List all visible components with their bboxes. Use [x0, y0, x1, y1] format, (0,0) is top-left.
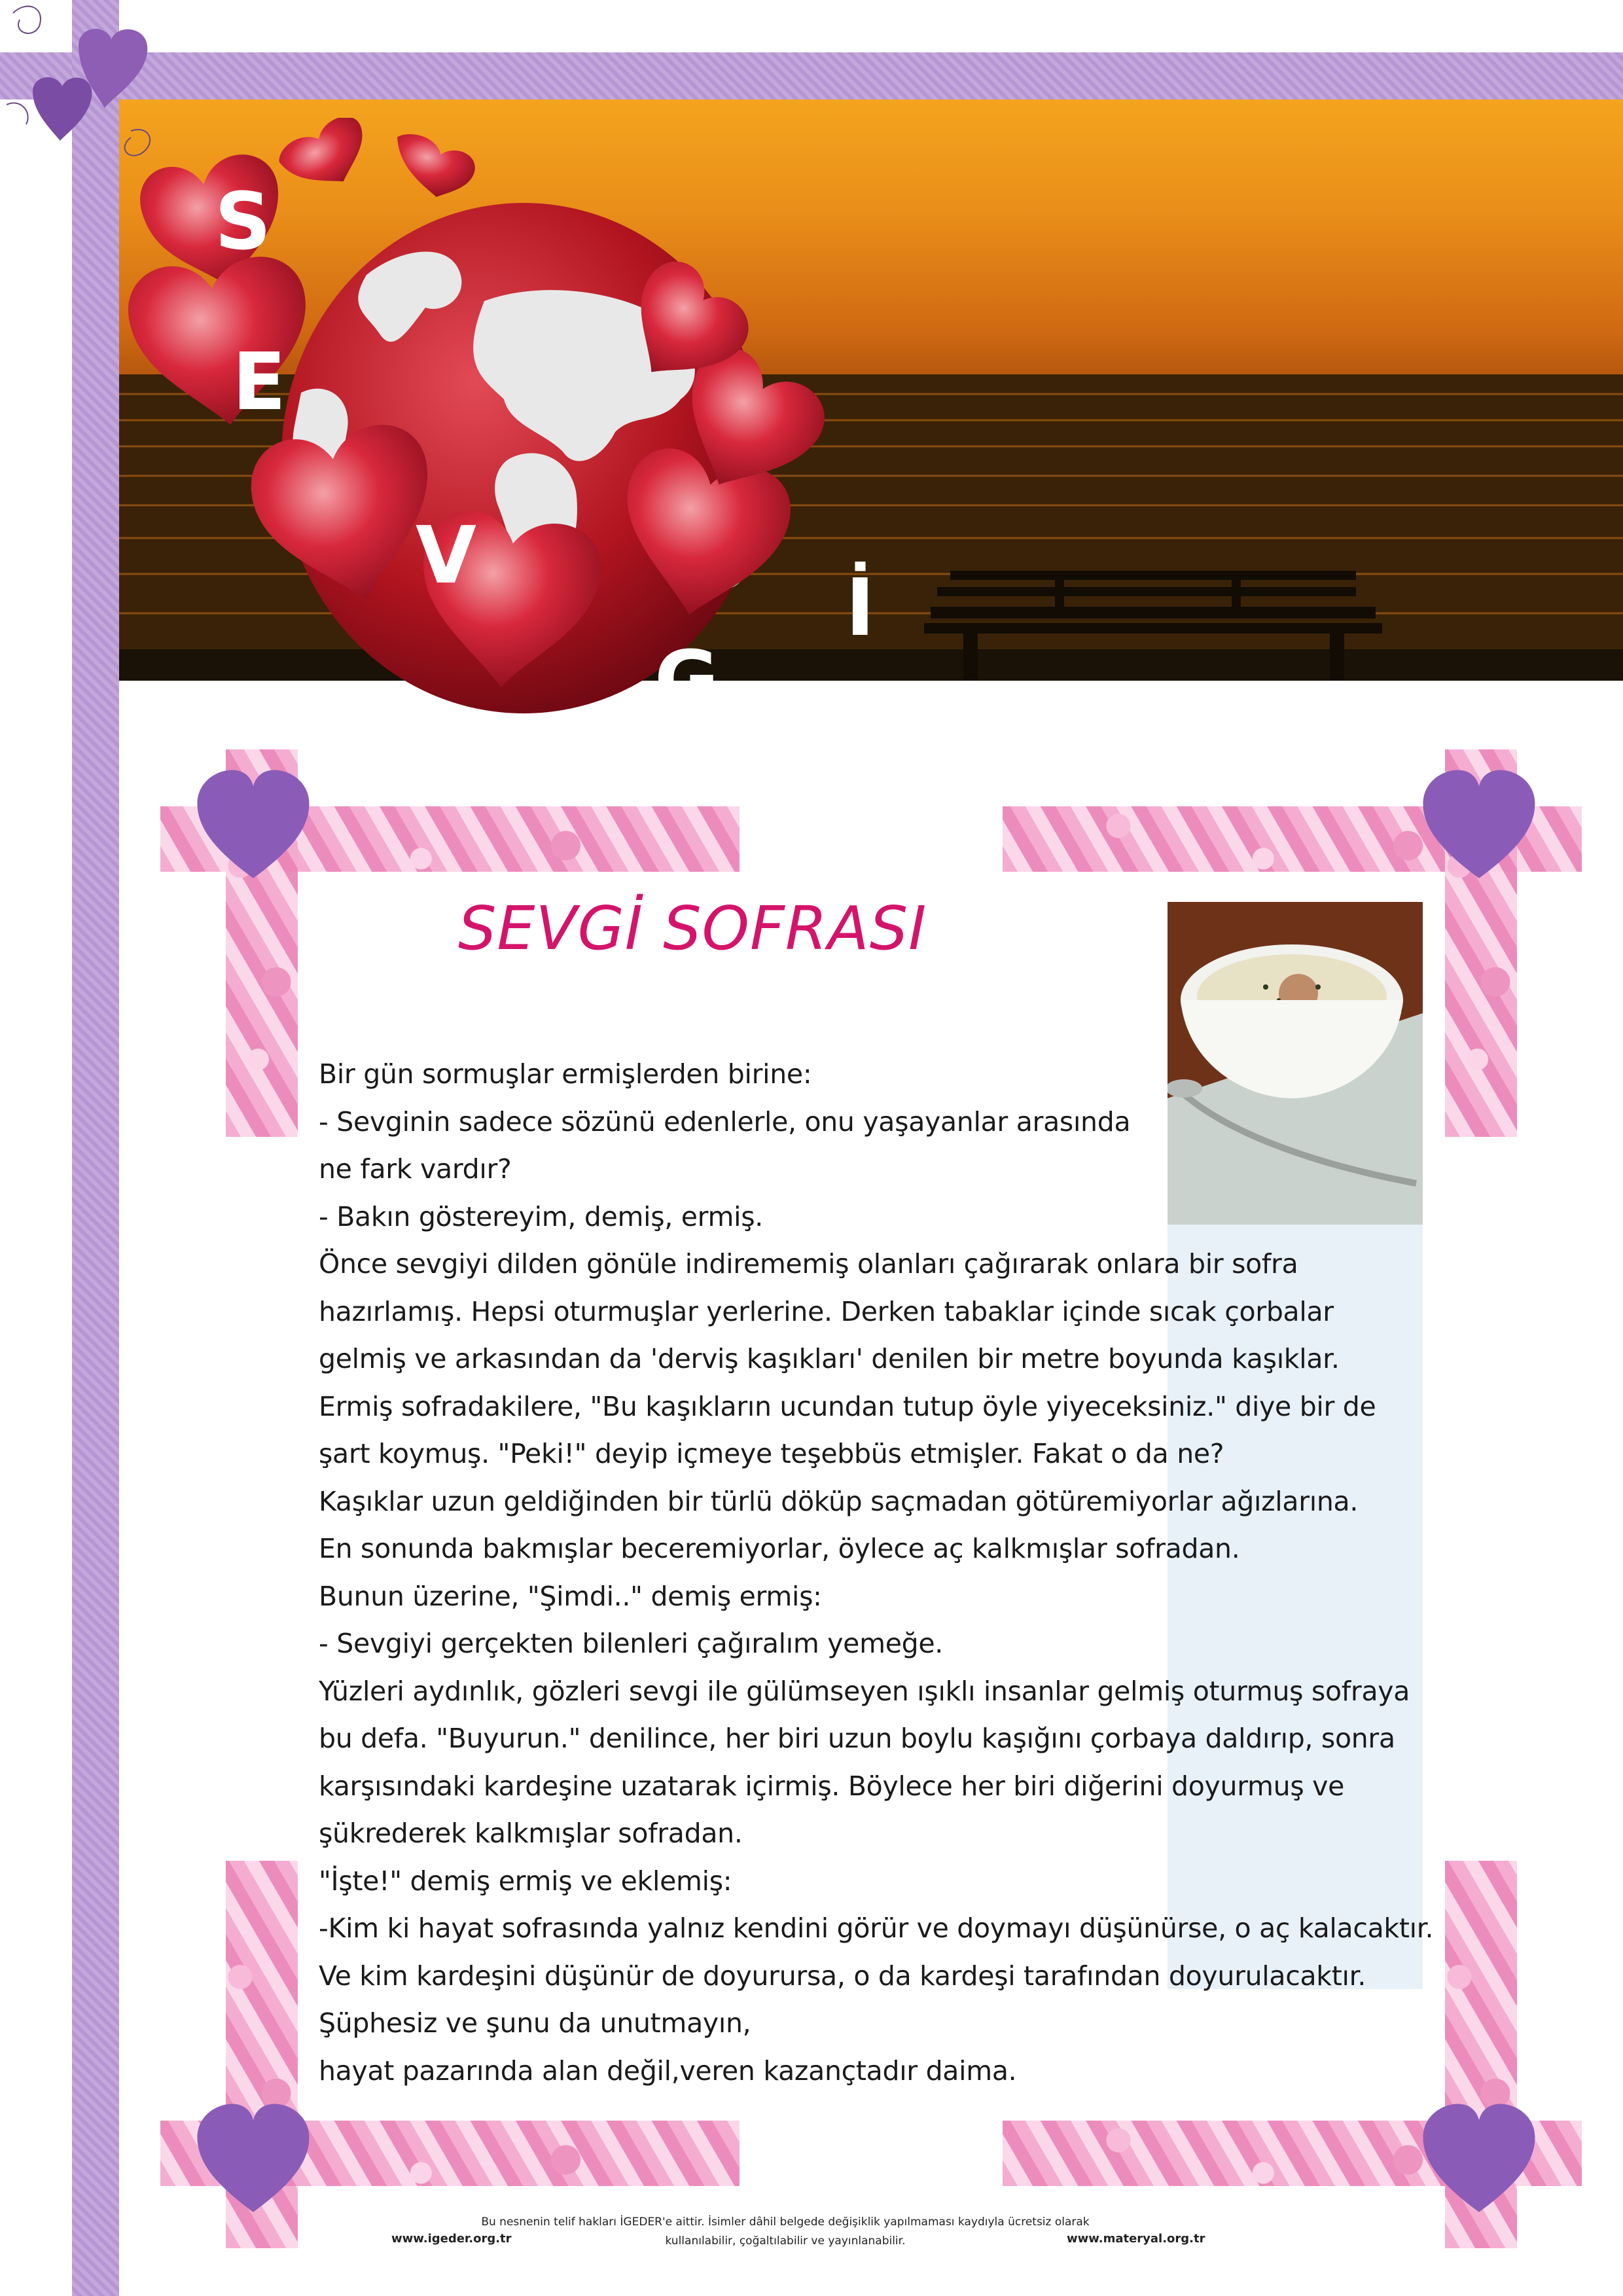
- story-line: şart koymuş. "Peki!" deyip içmeye teşebbüs etmişler. Fakat o da ne?: [319, 1438, 1224, 1469]
- story-text: [319, 1050, 1444, 2094]
- logo-letter-i: İ: [846, 563, 875, 654]
- copyright-note-line2: kullanılabilir, çoğaltılabilir ve yayınlanabilir.: [665, 2234, 906, 2248]
- story-line: Bunun üzerine, "Şimdi.." demiş ermiş:: [319, 1580, 822, 1612]
- story-line: - Bakın göstereyim, demiş, ermiş.: [319, 1200, 764, 1232]
- story-line: Ve kim kardeşini düşünür de doyurursa, o da kardeşi tarafından doyurulacaktır.: [319, 1960, 1366, 1992]
- logo-letter-e: E: [232, 337, 286, 428]
- heart-icon: [191, 2098, 315, 2222]
- story-line: Bir gün sormuşlar ermişlerden birine:: [319, 1058, 812, 1090]
- logo-letter-s: S: [215, 177, 272, 268]
- heart-icon: [1417, 2098, 1541, 2222]
- story-line: bu defa. "Buyurun." denilince, her biri uzun boylu kaşığını çorbaya daldırıp, sonra: [319, 1723, 1395, 1754]
- page-title: SEVGİ SOFRASI: [458, 893, 927, 963]
- sevgi-logo: [118, 118, 969, 805]
- story-line: Önce sevgiyi dilden gönüle indirememiş olanları çağırarak onlara bir sofra: [319, 1248, 1298, 1280]
- story-line: gelmiş ve arkasından da 'derviş kaşıkları' denilen bir metre boyunda kaşıklar.: [319, 1343, 1340, 1374]
- story-line: - Sevgiyi gerçekten bilenleri çağıralım yemeğe.: [319, 1628, 944, 1659]
- story-line: Şüphesiz ve şunu da unutmayın,: [319, 2007, 751, 2039]
- story-line: hazırlamış. Hepsi oturmuşlar yerlerine. Derken tabaklar içinde sıcak çorbalar: [319, 1295, 1334, 1327]
- story-line: - Sevginin sadece sözünü edenlerle, onu yaşayanlar arasında: [319, 1105, 1131, 1138]
- heart-icon: [1417, 764, 1541, 888]
- story-line: karşısındaki kardeşine uzatarak içirmiş. Böylece her biri diğerini doyurmuş ve: [319, 1770, 1345, 1802]
- story-line: şükrederek kalkmışlar sofradan.: [319, 1818, 743, 1849]
- top-frame-bar: [0, 52, 1623, 99]
- left-frame-bar: [72, 0, 119, 2296]
- igeder-link[interactable]: www.igeder.org.tr: [391, 2232, 512, 2246]
- story-line: Kaşıklar uzun geldiğinden bir türlü döküp saçmadan götüremiyorlar ağızlarına.: [319, 1485, 1359, 1517]
- story-line: hayat pazarında alan değil,veren kazançtadır daima.: [319, 2054, 1017, 2087]
- heart-icon: [191, 764, 315, 888]
- logo-letter-g: G: [654, 635, 719, 726]
- story-line: Ermiş sofradakilere, "Bu kaşıkların ucundan tutup öyle yiyeceksiniz." diye bir de: [319, 1390, 1376, 1422]
- story-line: En sonunda bakmışlar beceremiyorlar, öylece aç kalkmışlar sofradan.: [319, 1533, 1240, 1564]
- story-line: -Kim ki hayat sofrasında yalnız kendini görür ve doymayı düşünürse, o aç kalacaktır.: [319, 1912, 1434, 1944]
- story-line: Yüzleri aydınlık, gözleri sevgi ile gülümseyen ışıklı insanlar gelmiş oturmuş sofraya: [319, 1675, 1410, 1707]
- story-line: "İşte!" demiş ermiş ve eklemiş:: [319, 1865, 732, 1897]
- materyal-link[interactable]: www.materyal.org.tr: [1067, 2232, 1205, 2246]
- copyright-note-line1: Bu nesnenin telif hakları İGEDER'e aittir. İsimler dâhil belgede değişiklik yapılmaması kaydıyla ücretsiz olarak: [481, 2215, 1090, 2229]
- story-line: ne fark vardır?: [319, 1153, 512, 1185]
- logo-letter-v: V: [416, 511, 476, 601]
